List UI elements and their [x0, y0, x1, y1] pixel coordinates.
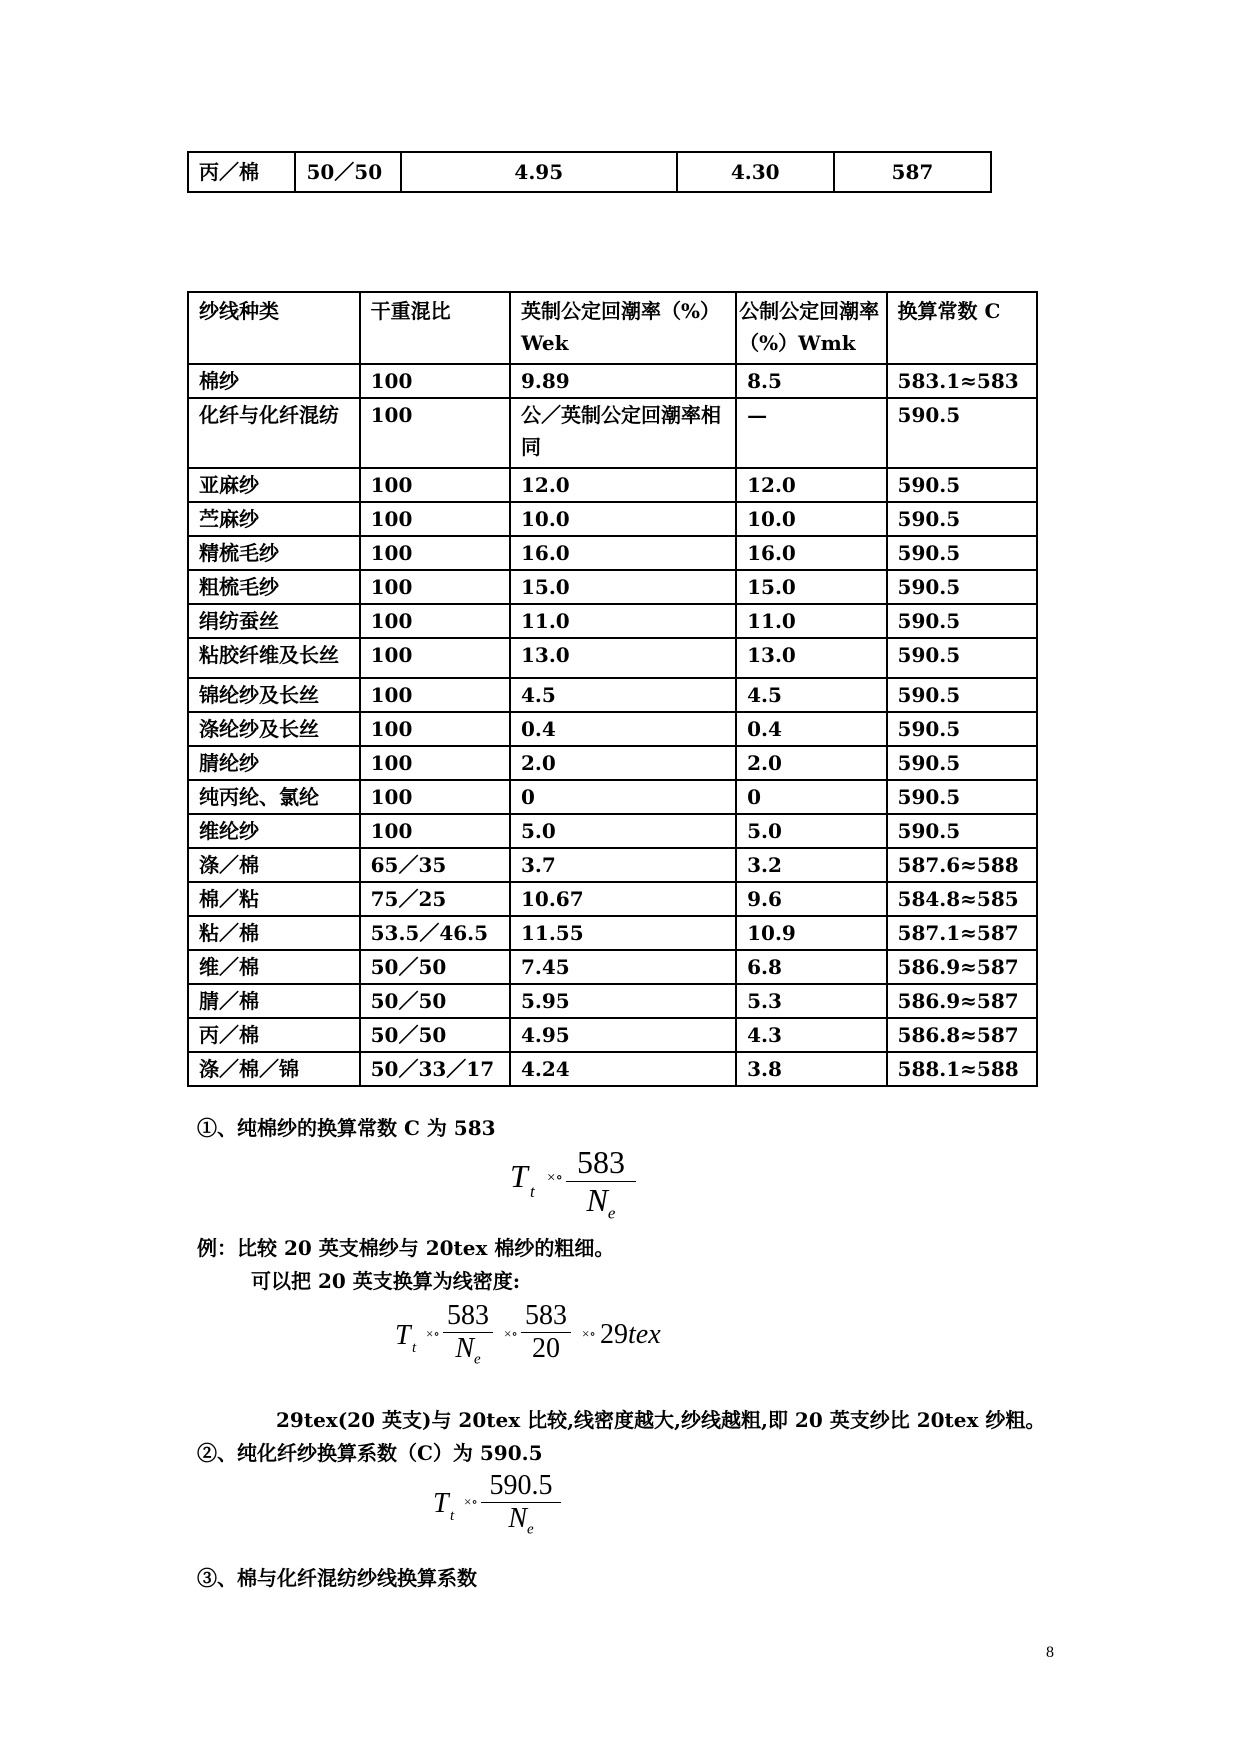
cell: 100 [360, 570, 510, 604]
cell: 590.5 [887, 678, 1037, 712]
conversion-constant-table [187, 291, 1038, 1087]
cell: 3.7 [510, 848, 736, 882]
table-row [188, 950, 1037, 984]
cell: 0.4 [510, 712, 736, 746]
denominator: 20 [532, 1333, 560, 1364]
cell: 12.0 [736, 468, 886, 502]
result-unit: tex [628, 1319, 661, 1350]
formula-cotton [510, 1144, 650, 1228]
ne-symbol: N [508, 1503, 527, 1534]
cell: 50／50 [360, 984, 510, 1018]
numerator: 583 [443, 1300, 493, 1333]
cell: 4.3 [736, 1018, 886, 1052]
cell: 587 [834, 152, 991, 192]
cell: 590.5 [887, 398, 1037, 468]
cell: 100 [360, 780, 510, 814]
cell: 13.0 [736, 638, 886, 678]
table-row [188, 364, 1037, 398]
numerator: 583 [521, 1300, 571, 1333]
ne-symbol: N [586, 1182, 608, 1218]
table-row [188, 984, 1037, 1018]
paragraph-synthetic: ②、纯化纤纱换算系数（C）为 590.5 [197, 1441, 543, 1465]
tt-subscript: t [412, 1340, 417, 1356]
cell: 3.2 [736, 848, 886, 882]
cell: 锦纶纱及长丝 [188, 678, 360, 712]
fraction [521, 1300, 571, 1365]
relation-glyph: ×∘ [464, 1494, 478, 1509]
cell: 583.1≈583 [887, 364, 1037, 398]
cell: 棉纱 [188, 364, 360, 398]
cell: — [736, 398, 886, 468]
cell: 590.5 [887, 712, 1037, 746]
cell: 584.8≈585 [887, 882, 1037, 916]
cell: 10.0 [510, 502, 736, 536]
table-row [188, 536, 1037, 570]
table-row [188, 398, 1037, 468]
ne-subscript: e [474, 1351, 481, 1368]
table-row [188, 814, 1037, 848]
table-row [188, 1052, 1037, 1086]
denominator [566, 1182, 636, 1223]
relation-glyph: ×∘ [426, 1326, 440, 1341]
cell: 100 [360, 638, 510, 678]
tt-subscript: t [530, 1182, 535, 1201]
cell: 100 [360, 814, 510, 848]
cell: 11.0 [736, 604, 886, 638]
cell: 9.89 [510, 364, 736, 398]
cell: 3.8 [736, 1052, 886, 1086]
cell: 腈纶纱 [188, 746, 360, 780]
cell: 50／50 [360, 1018, 510, 1052]
cell: 590.5 [887, 468, 1037, 502]
cell: 7.45 [510, 950, 736, 984]
cell: 100 [360, 398, 510, 468]
header-cell: 公制公定回潮率（%）Wmk [736, 292, 886, 364]
cell: 75／25 [360, 882, 510, 916]
fraction [443, 1300, 493, 1369]
cell: 0.4 [736, 712, 886, 746]
convert-text: 可以把 20 英支换算为线密度: [251, 1269, 521, 1293]
relation-glyph: ×∘ [582, 1326, 596, 1341]
cell: 4.5 [510, 678, 736, 712]
cell: 维／棉 [188, 950, 360, 984]
table-header-row [188, 292, 1037, 364]
tt-subscript: t [450, 1508, 455, 1524]
cell: 590.5 [887, 638, 1037, 678]
cell: 50／50 [295, 152, 400, 192]
cell: 100 [360, 746, 510, 780]
cell: 590.5 [887, 536, 1037, 570]
cell: 11.55 [510, 916, 736, 950]
cell: 公／英制公定回潮率相同 [510, 398, 736, 468]
table-row [188, 570, 1037, 604]
compare-text: 29tex(20 英支)与 20tex 比较,线密度越大,纱线越粗,即 20 英支纱比 20tex 纱粗。 [276, 1408, 1046, 1432]
ne-subscript: e [607, 1203, 616, 1223]
cell: 586.9≈587 [887, 984, 1037, 1018]
cell: 590.5 [887, 604, 1037, 638]
cell: 15.0 [736, 570, 886, 604]
cell: 丙／棉 [188, 1018, 360, 1052]
numerator: 590.5 [481, 1470, 561, 1503]
table-row [188, 152, 991, 192]
cell: 590.5 [887, 746, 1037, 780]
cell: 100 [360, 502, 510, 536]
cell: 50／50 [360, 950, 510, 984]
cell: 100 [360, 712, 510, 746]
cell: 15.0 [510, 570, 736, 604]
relation-glyph: ×∘ [547, 1170, 563, 1186]
cell: 16.0 [510, 536, 736, 570]
paragraph-pure-cotton: ①、纯棉纱的换算常数 C 为 583 [197, 1116, 496, 1140]
header-cell: 纱线种类 [188, 292, 360, 364]
ne-symbol: N [455, 1333, 474, 1364]
cell: 11.0 [510, 604, 736, 638]
cell: 丙／棉 [188, 152, 295, 192]
cell: 维纶纱 [188, 814, 360, 848]
cell: 6.8 [736, 950, 886, 984]
cell: 4.95 [510, 1018, 736, 1052]
cell: 精梳毛纱 [188, 536, 360, 570]
cell: 4.30 [677, 152, 834, 192]
relation-glyph: ×∘ [504, 1326, 518, 1341]
table-row [188, 712, 1037, 746]
header-cell: 英制公定回潮率（%）Wek [510, 292, 736, 364]
cell: 100 [360, 604, 510, 638]
ne-subscript: e [527, 1521, 534, 1538]
result-value [600, 1319, 661, 1351]
cell: 65／35 [360, 848, 510, 882]
top-table [187, 151, 992, 193]
formula-synthetic [433, 1470, 603, 1550]
cell: 590.5 [887, 814, 1037, 848]
cell: 590.5 [887, 502, 1037, 536]
table-row [188, 1018, 1037, 1052]
tt-symbol: T [510, 1158, 528, 1194]
cell: 5.3 [736, 984, 886, 1018]
table-row [188, 916, 1037, 950]
cell: 亚麻纱 [188, 468, 360, 502]
table-row [188, 746, 1037, 780]
cell: 100 [360, 678, 510, 712]
denominator [443, 1333, 493, 1369]
cell: 涤／棉／锦 [188, 1052, 360, 1086]
numerator: 583 [566, 1144, 636, 1182]
cell: 590.5 [887, 780, 1037, 814]
table-row [188, 780, 1037, 814]
cell: 9.6 [736, 882, 886, 916]
cell: 涤／棉 [188, 848, 360, 882]
cell: 棉／粘 [188, 882, 360, 916]
page-number: 8 [1046, 1644, 1054, 1661]
cell: 10.9 [736, 916, 886, 950]
table-row [188, 638, 1037, 678]
cell: 0 [510, 780, 736, 814]
tt-symbol: T [395, 1320, 411, 1351]
table-row [188, 848, 1037, 882]
cell: 苎麻纱 [188, 502, 360, 536]
cell: 10.67 [510, 882, 736, 916]
cell: 4.95 [401, 152, 677, 192]
cell: 5.0 [510, 814, 736, 848]
cell: 100 [360, 468, 510, 502]
cell: 590.5 [887, 570, 1037, 604]
example-text: 例：比较 20 英支棉纱与 20tex 棉纱的粗细。 [197, 1236, 615, 1260]
cell: 5.95 [510, 984, 736, 1018]
cell: 0 [736, 780, 886, 814]
header-cell: 干重混比 [360, 292, 510, 364]
cell: 粘胶纤维及长丝 [188, 638, 360, 678]
fraction [566, 1144, 636, 1223]
table-row [188, 468, 1037, 502]
cell: 5.0 [736, 814, 886, 848]
cell: 绢纺蚕丝 [188, 604, 360, 638]
header-cell: 换算常数 C [887, 292, 1037, 364]
cell: 4.5 [736, 678, 886, 712]
cell: 2.0 [510, 746, 736, 780]
table-row [188, 502, 1037, 536]
result-number: 29 [600, 1319, 628, 1350]
cell: 587.1≈587 [887, 916, 1037, 950]
cell: 50／33／17 [360, 1052, 510, 1086]
cell: 587.6≈588 [887, 848, 1037, 882]
cell: 腈／棉 [188, 984, 360, 1018]
formula-example [395, 1300, 685, 1380]
tt-symbol: T [433, 1488, 449, 1519]
cell: 586.9≈587 [887, 950, 1037, 984]
cell: 586.8≈587 [887, 1018, 1037, 1052]
cell: 53.5／46.5 [360, 916, 510, 950]
cell: 16.0 [736, 536, 886, 570]
cell: 涤纶纱及长丝 [188, 712, 360, 746]
paragraph-blended: ③、棉与化纤混纺纱线换算系数 [197, 1566, 477, 1590]
cell: 13.0 [510, 638, 736, 678]
cell: 8.5 [736, 364, 886, 398]
cell: 2.0 [736, 746, 886, 780]
cell: 588.1≈588 [887, 1052, 1037, 1086]
fraction [481, 1470, 561, 1539]
cell: 100 [360, 536, 510, 570]
cell: 100 [360, 364, 510, 398]
cell: 10.0 [736, 502, 886, 536]
cell: 纯丙纶、氯纶 [188, 780, 360, 814]
cell: 12.0 [510, 468, 736, 502]
table-row [188, 678, 1037, 712]
table-row [188, 604, 1037, 638]
cell: 粗梳毛纱 [188, 570, 360, 604]
table-row [188, 882, 1037, 916]
cell: 粘／棉 [188, 916, 360, 950]
denominator [481, 1503, 561, 1539]
cell: 4.24 [510, 1052, 736, 1086]
cell: 化纤与化纤混纺 [188, 398, 360, 468]
